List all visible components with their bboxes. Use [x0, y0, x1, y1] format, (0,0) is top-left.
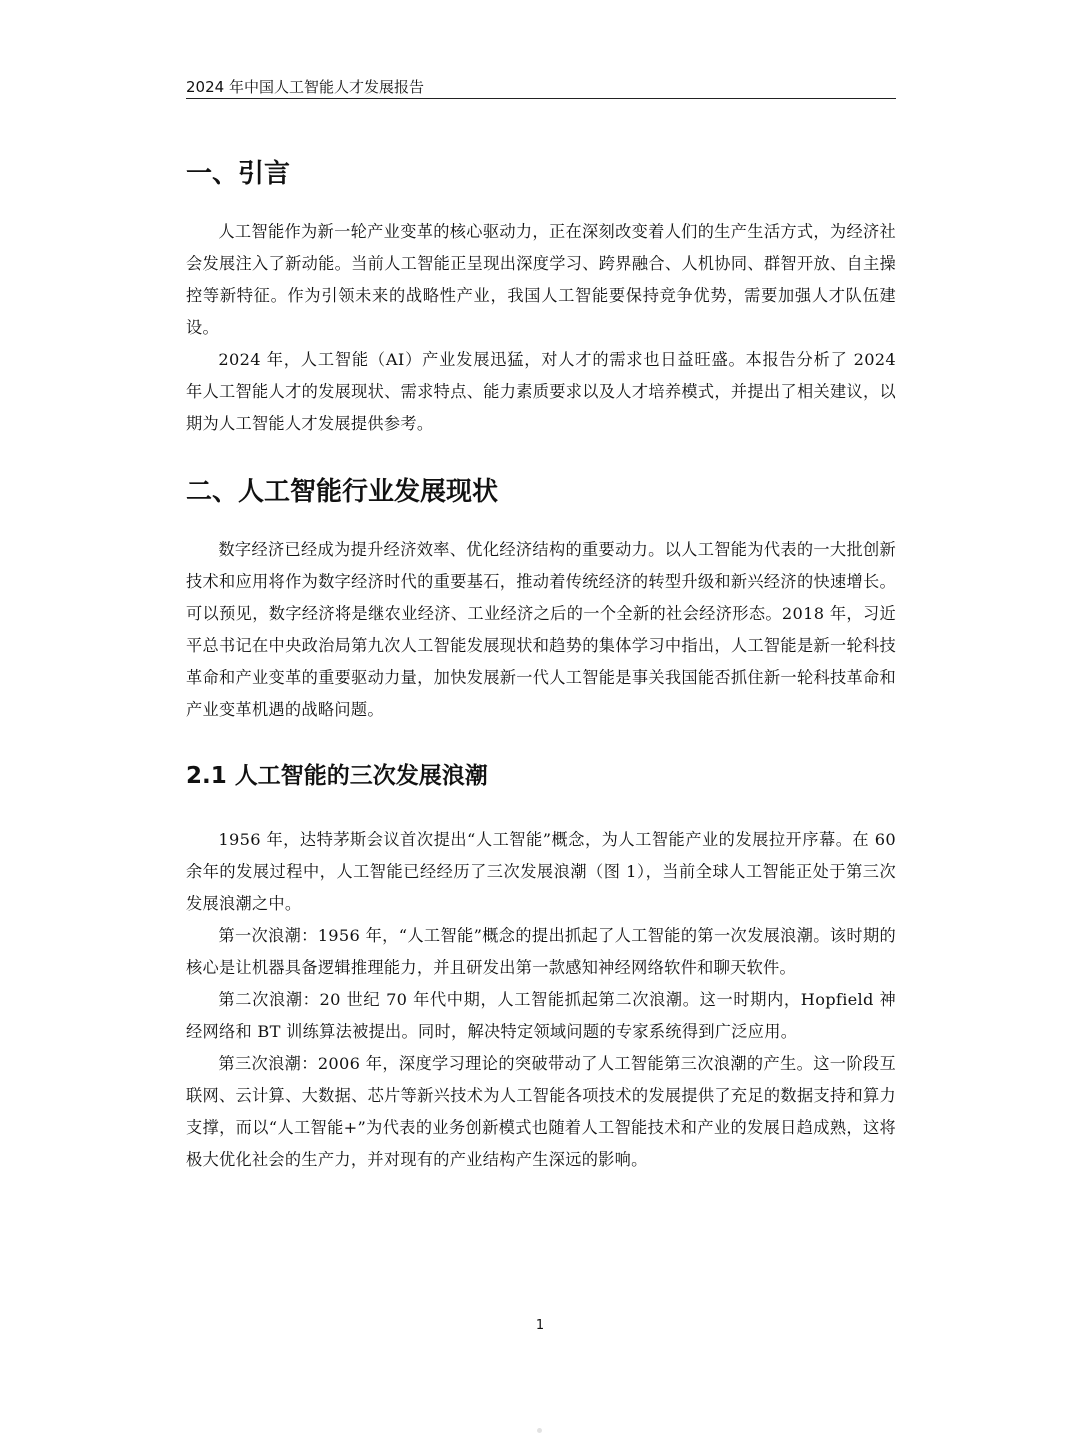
subsection-heading-waves: 2.1 人工智能的三次发展浪潮 [186, 763, 488, 789]
section-heading-intro: 一、引言 [186, 159, 291, 189]
page-content [186, 152, 896, 1176]
page-number: 1 [535, 1318, 545, 1333]
paragraph: 数字经济已经成为提升经济效率、优化经济结构的重要动力。以人工智能为代表的一大批创新技术和应用将作为数字经济时代的重要基石，推动着传统经济的转型升级和新兴经济的快速增长。可以预见，数字经济将是继农业经济、工业经济之后的一个全新的社会经济形态。2018 年，习近平总书记在中央政治局第九次人工智能发展现状和趋势的集体学习中指出，人工智能是新一轮科技革命和产业变革的重要驱动力量，加快发展新一代人工智能是事关我国能否抓住新一轮科技革命和产业变革机遇的战略问题。 [186, 540, 896, 719]
paragraph: 2024 年，人工智能（AI）产业发展迅猛，对人才的需求也日益旺盛。本报告分析了 2024 年人工智能人才的发展现状、需求特点、能力素质要求以及人才培养模式，并提出了相关建议，以期为人工智能人才发展提供参考。 [186, 350, 896, 433]
paragraph: 人工智能作为新一轮产业变革的核心驱动力，正在深刻改变着人们的生产生活方式，为经济社会发展注入了新动能。当前人工智能正呈现出深度学习、跨界融合、人机协同、群智开放、自主操控等新特征。作为引领未来的战略性产业，我国人工智能要保持竞争优势，需要加强人才队伍建设。 [186, 222, 896, 337]
section-heading-industry: 二、人工智能行业发展现状 [186, 477, 499, 507]
paragraph: 第三次浪潮：2006 年，深度学习理论的突破带动了人工智能第三次浪潮的产生。这一阶段互联网、云计算、大数据、芯片等新兴技术为人工智能各项技术的发展提供了充足的数据支持和算力支撑，而以“人工智能+”为代表的业务创新模式也随着人工智能技术和产业的发展日趋成熟，这将极大优化社会的生产力，并对现有的产业结构产生深远的影响。 [186, 1054, 896, 1169]
paragraph: 第一次浪潮：1956 年，“人工智能”概念的提出抓起了人工智能的第一次发展浪潮。该时期的核心是让机器具备逻辑推理能力，并且研发出第一款感知神经网络软件和聊天软件。 [186, 926, 896, 977]
scroll-indicator-dot [537, 1428, 542, 1433]
running-header: 2024 年中国人工智能人才发展报告 [186, 76, 896, 99]
paragraph: 第二次浪潮：20 世纪 70 年代中期，人工智能抓起第二次浪潮。这一时期内，Hopfield 神经网络和 BT 训练算法被提出。同时，解决特定领域问题的专家系统得到广泛应用。 [186, 990, 896, 1041]
paragraph: 1956 年，达特茅斯会议首次提出“人工智能”概念，为人工智能产业的发展拉开序幕。在 60 余年的发展过程中，人工智能已经经历了三次发展浪潮（图 1），当前全球人工智能正处于第三次发展浪潮之中。 [186, 830, 896, 913]
